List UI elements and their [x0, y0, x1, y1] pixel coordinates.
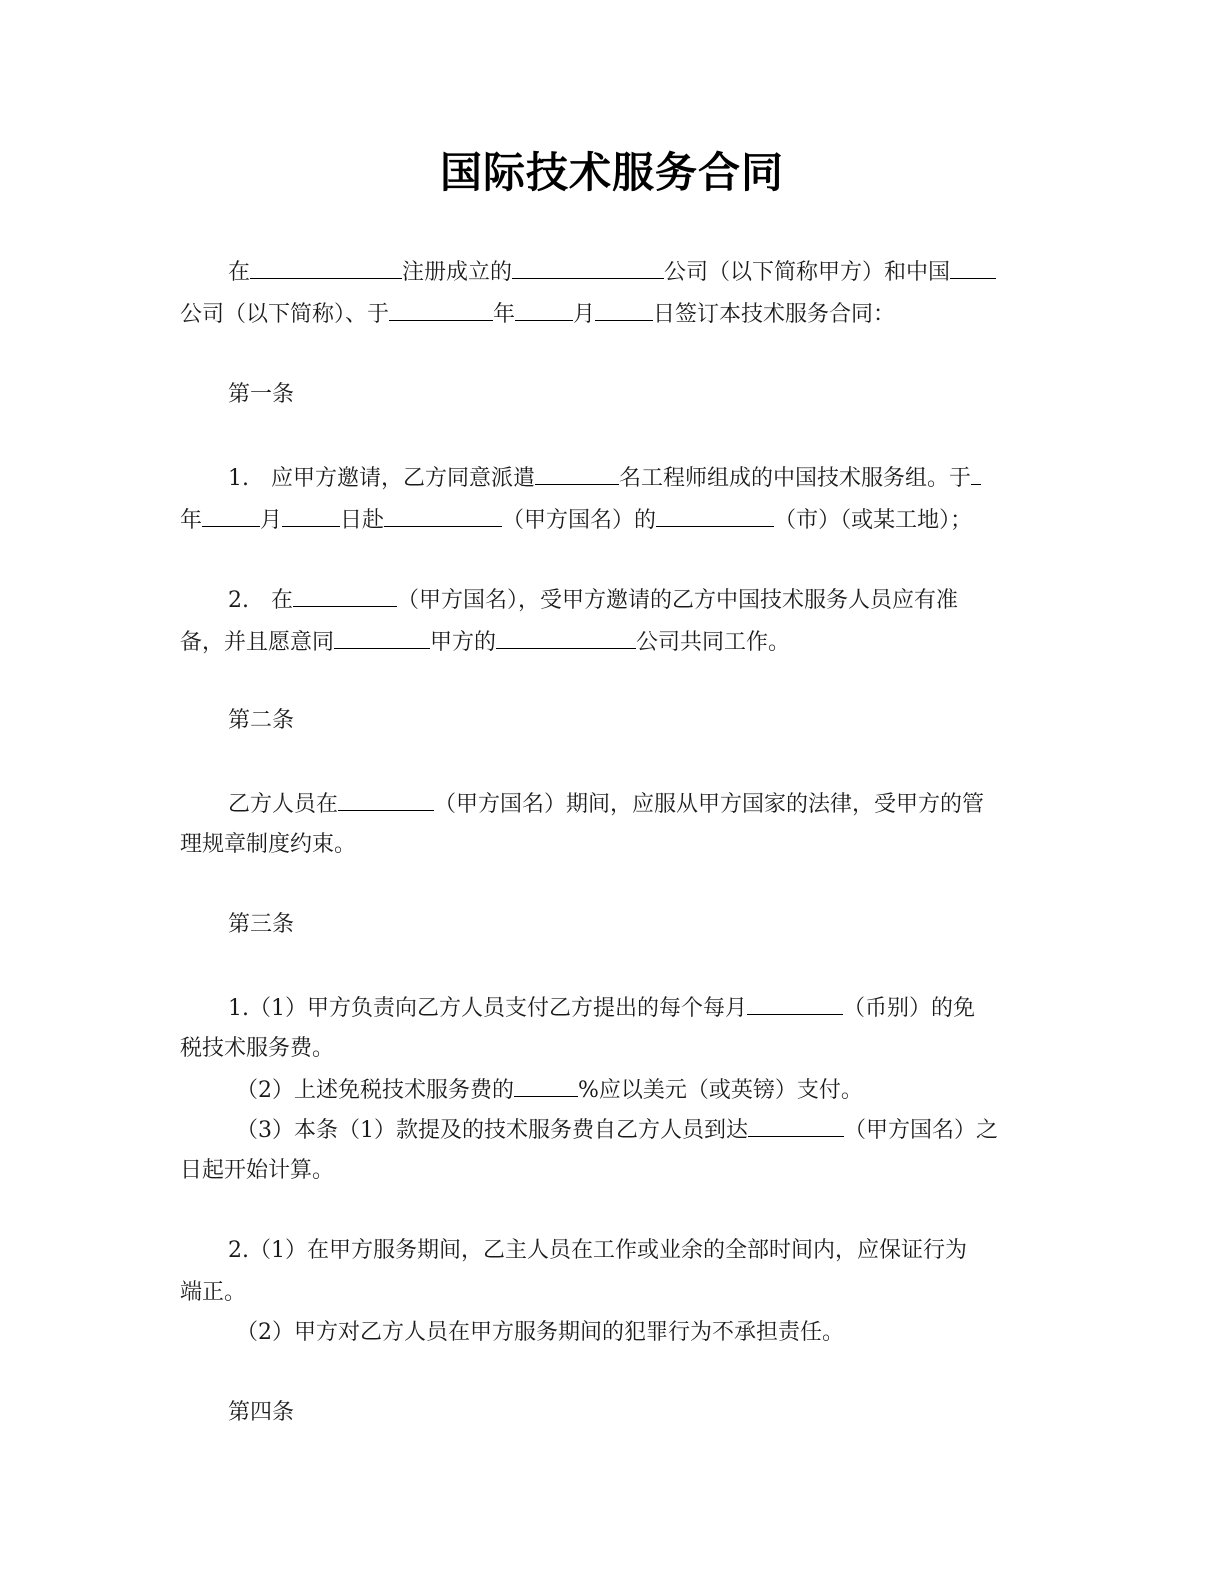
blank-sign-year[interactable]	[389, 298, 493, 321]
text: （甲方国名）之	[844, 1118, 999, 1143]
document-title: 国际技术服务合同	[439, 148, 784, 197]
text: （3）本条（1）款提及的技术服务费自乙方人员到达	[236, 1118, 748, 1143]
article-3-item-1-line-2: 税技术服务费。	[180, 1036, 335, 1061]
text: %应以美元（或英镑）支付。	[578, 1078, 863, 1103]
text: 月	[573, 302, 596, 327]
article-2-heading: 第二条	[228, 708, 295, 733]
text: 公司（以下简称）、于	[180, 302, 390, 327]
text: 备，并且愿意同	[180, 630, 335, 655]
article-3-item-2-sub-2: （2）甲方对乙方人员在甲方服务期间的犯罪行为不承担责任。	[236, 1320, 844, 1345]
text: 年	[493, 302, 516, 327]
blank-percentage[interactable]	[514, 1074, 578, 1097]
text: 公司共同工作。	[636, 630, 791, 655]
blank-sign-month[interactable]	[515, 298, 573, 321]
blank-chinese-company[interactable]	[950, 256, 996, 279]
article-3-item-1-sub-3-line-1	[236, 1114, 998, 1146]
text: 甲方的	[430, 630, 497, 655]
text: 1. 应甲方邀请，乙方同意派遣	[228, 466, 535, 491]
blank-country[interactable]	[748, 1114, 844, 1137]
text: （甲方国名）的	[502, 508, 657, 533]
blank-party-a-company[interactable]	[512, 256, 664, 279]
preamble-line-1	[228, 256, 996, 288]
text: 名工程师组成的中国技术服务组。于	[619, 466, 972, 491]
blank-country[interactable]	[384, 504, 502, 527]
text: 年	[180, 508, 203, 533]
blank-currency-amount[interactable]	[747, 992, 843, 1015]
preamble-line-2	[180, 298, 895, 330]
blank-engineer-count[interactable]	[535, 462, 619, 485]
text: （甲方国名）期间，应服从甲方国家的法律，受甲方的管	[434, 792, 985, 817]
blank-partner[interactable]	[334, 626, 430, 649]
article-3-item-1-sub-3-line-2: 日起开始计算。	[180, 1158, 335, 1183]
text: 2. 在	[228, 588, 293, 613]
text: 日赴	[340, 508, 385, 533]
article-3-heading: 第三条	[228, 912, 295, 937]
article-2-line-1	[228, 788, 984, 820]
blank-party-a-company[interactable]	[496, 626, 636, 649]
text: 1.（1）甲方负责向乙方人员支付乙方提出的每个每月	[228, 996, 747, 1021]
text: （2）上述免税技术服务费的	[236, 1078, 514, 1103]
article-3-item-1-sub-2	[236, 1074, 863, 1106]
article-1-heading: 第一条	[228, 382, 295, 407]
blank-sign-day[interactable]	[595, 298, 653, 321]
text: 在	[228, 260, 251, 285]
text: 乙方人员在	[228, 792, 339, 817]
text: （币别）的免	[843, 996, 976, 1021]
article-1-item-1-line-1	[228, 462, 981, 494]
blank-depart-year[interactable]	[971, 462, 981, 485]
text: 日签订本技术服务合同：	[653, 302, 896, 327]
article-4-heading: 第四条	[228, 1400, 295, 1425]
text: 公司（以下简称甲方）和中国	[664, 260, 951, 285]
article-2-line-2: 理规章制度约束。	[180, 832, 357, 857]
text: （甲方国名），受甲方邀请的乙方中国技术服务人员应有准	[397, 588, 959, 613]
article-3-item-2-line-2: 端正。	[180, 1280, 247, 1305]
text: 注册成立的	[402, 260, 513, 285]
article-1-item-2-line-1	[228, 584, 958, 616]
article-3-item-2-line-1: 2.（1）在甲方服务期间，乙主人员在工作或业余的全部时间内，应保证行为	[228, 1238, 967, 1263]
text: （市）（或某工地）；	[774, 508, 973, 533]
blank-depart-month[interactable]	[202, 504, 260, 527]
blank-registration-place[interactable]	[250, 256, 402, 279]
blank-country[interactable]	[293, 584, 397, 607]
blank-depart-day[interactable]	[282, 504, 340, 527]
blank-country[interactable]	[338, 788, 434, 811]
text: 月	[260, 508, 283, 533]
blank-city[interactable]	[656, 504, 774, 527]
article-1-item-2-line-2	[180, 626, 790, 658]
article-1-item-1-line-2	[180, 504, 972, 536]
article-3-item-1-line-1	[228, 992, 975, 1024]
